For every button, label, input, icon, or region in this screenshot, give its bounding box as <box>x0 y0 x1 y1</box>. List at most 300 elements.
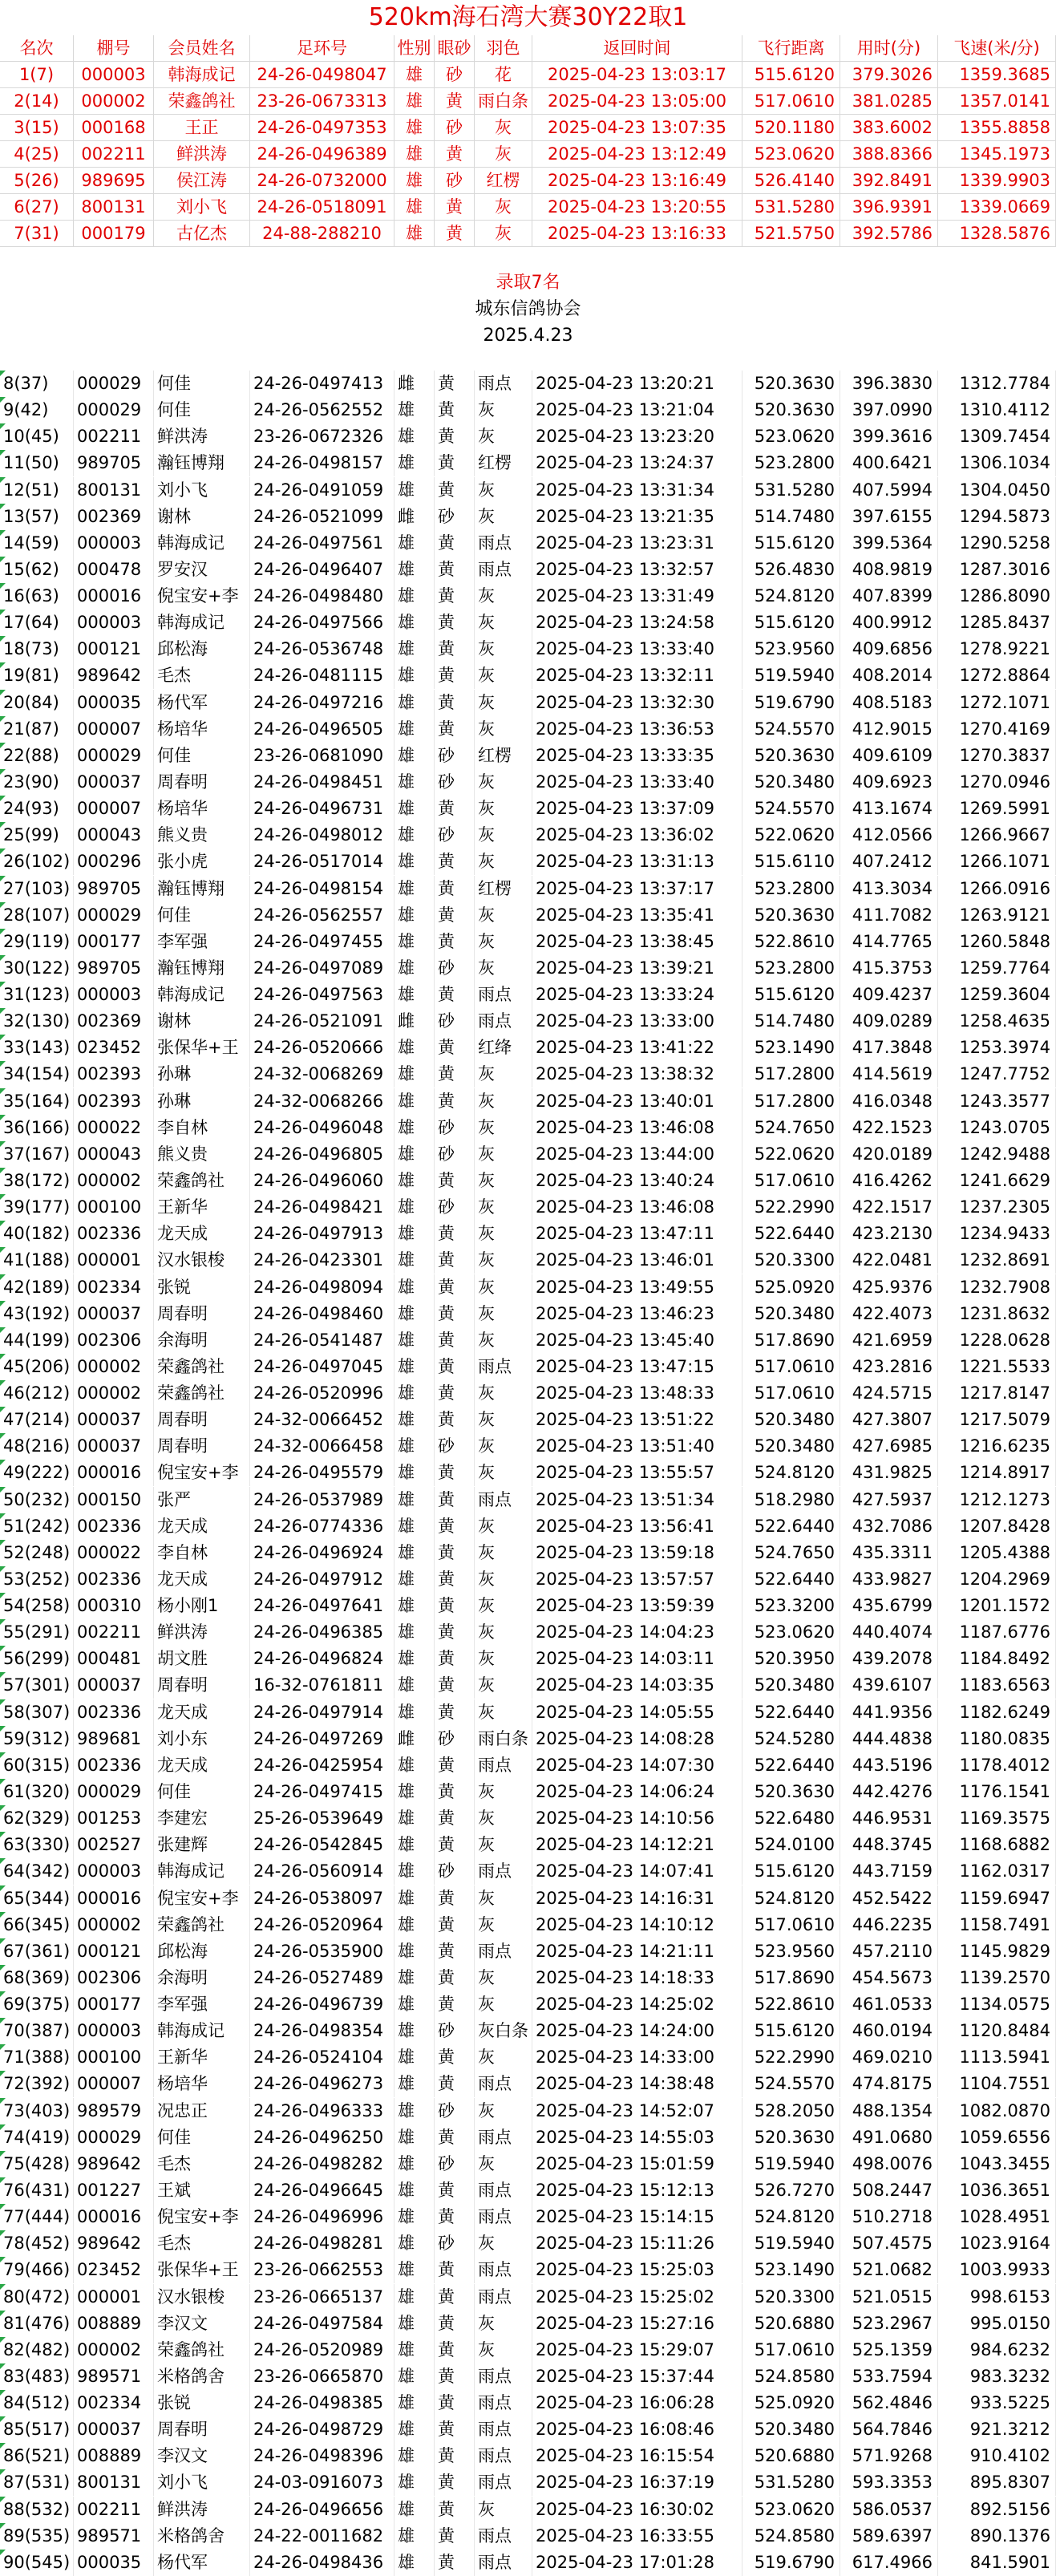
speed-cell: 1187.6776 <box>938 1619 1056 1646</box>
sex-cell: 雄 <box>394 1912 435 1938</box>
minutes-cell: 388.8366 <box>840 141 938 168</box>
feather-color-cell: 雨点 <box>475 2071 532 2097</box>
return-time-cell: 2025-04-23 13:32:11 <box>532 662 742 689</box>
eye-cell: 黄 <box>435 796 475 822</box>
rank-cell: 62(329) <box>0 1805 74 1832</box>
feather-color-cell: 灰 <box>475 2044 532 2071</box>
ring-number-cell: 24-26-0497914 <box>250 1699 394 1726</box>
loft-id-cell: 989705 <box>74 876 154 902</box>
sex-cell: 雄 <box>394 1407 435 1433</box>
feather-color-cell: 红楞 <box>475 743 532 769</box>
distance-cell: 520.3630 <box>742 397 840 423</box>
eye-cell: 黄 <box>435 2044 475 2071</box>
loft-id-cell: 000016 <box>74 2204 154 2230</box>
member-name-cell: 龙天成 <box>154 1699 250 1726</box>
speed-cell: 1231.8632 <box>938 1301 1056 1327</box>
table-row <box>0 1912 1056 1938</box>
return-time-cell: 2025-04-23 13:21:04 <box>532 397 742 423</box>
rank-cell: 87(531) <box>0 2469 74 2496</box>
eye-cell: 黄 <box>435 2071 475 2097</box>
minutes-cell: 439.6107 <box>840 1672 938 1699</box>
ring-number-cell: 24-22-0011682 <box>250 2523 394 2550</box>
eye-cell: 黄 <box>435 1805 475 1832</box>
ring-number-cell: 24-26-0535900 <box>250 1938 394 1965</box>
loft-id-cell: 000003 <box>74 530 154 557</box>
return-time-cell: 2025-04-23 13:23:20 <box>532 423 742 450</box>
rank-cell: 85(517) <box>0 2416 74 2443</box>
cell-corner-marker <box>0 769 6 775</box>
speed-cell: 1028.4951 <box>938 2204 1056 2230</box>
speed-cell: 983.3232 <box>938 2363 1056 2390</box>
ring-number-cell: 24-26-0541487 <box>250 1327 394 1354</box>
sex-cell: 雄 <box>394 1035 435 1061</box>
sex-cell: 雄 <box>394 1991 435 2018</box>
minutes-cell: 399.3616 <box>840 423 938 450</box>
ring-number-cell: 24-26-0496739 <box>250 1991 394 2018</box>
distance-cell: 524.5570 <box>742 2071 840 2097</box>
rank-cell: 50(232) <box>0 1487 74 1513</box>
minutes-cell: 414.5619 <box>840 1061 938 1088</box>
return-time-cell: 2025-04-23 14:07:41 <box>532 1858 742 1885</box>
loft-id-cell: 000296 <box>74 849 154 875</box>
rank-cell: 60(315) <box>0 1752 74 1779</box>
return-time-cell: 2025-04-23 13:44:00 <box>532 1141 742 1168</box>
distance-cell: 515.6120 <box>742 530 840 557</box>
table-row <box>0 716 1056 743</box>
sex-cell: 雄 <box>394 583 435 610</box>
table-row <box>0 504 1056 530</box>
return-time-cell: 2025-04-23 13:31:49 <box>532 583 742 610</box>
race-date: 2025.4.23 <box>483 326 573 346</box>
rank-cell: 26(102) <box>0 849 74 875</box>
return-time-cell: 2025-04-23 13:31:13 <box>532 849 742 875</box>
cell-corner-marker <box>0 929 6 934</box>
cell-corner-marker <box>0 1380 6 1386</box>
member-name-cell: 荣鑫鸽社 <box>154 1354 250 1380</box>
member-name-cell: 荣鑫鸽社 <box>154 1380 250 1407</box>
member-name-cell: 米格鸽舍 <box>154 2363 250 2390</box>
table-row <box>0 929 1056 955</box>
distance-cell: 522.8610 <box>742 1991 840 2018</box>
eye-cell: 黄 <box>435 1061 475 1088</box>
cell-corner-marker <box>0 2071 6 2076</box>
loft-id-cell: 000100 <box>74 2044 154 2071</box>
eye-cell: 黄 <box>435 1380 475 1407</box>
eye-cell: 黄 <box>435 1832 475 1858</box>
feather-color-cell: 灰 <box>475 1540 532 1566</box>
return-time-cell: 2025-04-23 13:05:00 <box>532 88 742 115</box>
speed-cell: 1178.4012 <box>938 1752 1056 1779</box>
sex-cell: 雄 <box>394 1433 435 1460</box>
cell-corner-marker <box>0 583 6 589</box>
distance-cell: 522.6480 <box>742 1805 840 1832</box>
rank-cell: 68(369) <box>0 1965 74 1991</box>
cell-corner-marker <box>0 2177 6 2183</box>
rank-cell: 4(25) <box>0 141 74 168</box>
minutes-cell: 432.7086 <box>840 1513 938 1540</box>
member-name-cell: 李建宏 <box>154 1805 250 1832</box>
speed-cell: 1212.1273 <box>938 1487 1056 1513</box>
table-row <box>0 1301 1056 1327</box>
minutes-cell: 427.6985 <box>840 1433 938 1460</box>
minutes-cell: 586.0537 <box>840 2497 938 2523</box>
speed-cell: 1176.1541 <box>938 1779 1056 1805</box>
loft-id-cell: 001253 <box>74 1805 154 1832</box>
table-row <box>0 2311 1056 2337</box>
feather-color-cell: 灰 <box>475 1805 532 1832</box>
rank-cell: 65(344) <box>0 1885 74 1912</box>
cell-corner-marker <box>0 1885 6 1891</box>
cell-corner-marker <box>0 2098 6 2104</box>
speed-cell: 1285.8437 <box>938 610 1056 636</box>
cell-corner-marker <box>0 1194 6 1200</box>
cell-corner-marker <box>0 1407 6 1412</box>
table-row <box>0 1115 1056 1141</box>
feather-color-cell: 灰 <box>475 1885 532 1912</box>
distance-cell: 519.5940 <box>742 2230 840 2257</box>
speed-cell: 1184.8492 <box>938 1646 1056 1672</box>
ring-number-cell: 24-03-0916073 <box>250 2469 394 2496</box>
ring-number-cell: 24-26-0497584 <box>250 2311 394 2337</box>
eye-cell: 黄 <box>435 1460 475 1486</box>
loft-id-cell: 000179 <box>74 221 154 247</box>
sex-cell: 雄 <box>394 194 435 221</box>
rank-cell: 55(291) <box>0 1619 74 1646</box>
distance-cell: 519.6790 <box>742 2550 840 2576</box>
feather-color-cell: 灰 <box>475 1646 532 1672</box>
minutes-cell: 412.0566 <box>840 822 938 849</box>
cell-corner-marker <box>0 2204 6 2209</box>
ring-number-cell: 24-26-0498354 <box>250 2018 394 2044</box>
distance-cell: 517.0610 <box>742 88 840 115</box>
cell-corner-marker <box>0 2044 6 2050</box>
rank-cell: 41(188) <box>0 1247 74 1274</box>
sex-cell: 雄 <box>394 610 435 636</box>
minutes-cell: 446.9531 <box>840 1805 938 1832</box>
eye-cell: 黄 <box>435 1035 475 1061</box>
eye-cell: 黄 <box>435 1885 475 1912</box>
loft-id-cell: 000002 <box>74 1912 154 1938</box>
eye-cell: 黄 <box>435 1168 475 1194</box>
loft-id-cell: 000029 <box>74 397 154 423</box>
feather-color-cell: 灰 <box>475 1380 532 1407</box>
sex-cell: 雄 <box>394 2071 435 2097</box>
rank-cell: 39(177) <box>0 1194 74 1221</box>
rank-cell: 61(320) <box>0 1779 74 1805</box>
return-time-cell: 2025-04-23 13:24:37 <box>532 450 742 476</box>
eye-cell: 砂 <box>435 504 475 530</box>
feather-color-cell: 雨点 <box>475 371 532 397</box>
return-time-cell: 2025-04-23 13:47:15 <box>532 1354 742 1380</box>
speed-cell: 995.0150 <box>938 2311 1056 2337</box>
rank-cell: 53(252) <box>0 1566 74 1593</box>
minutes-cell: 397.0990 <box>840 397 938 423</box>
member-name-cell: 熊义贵 <box>154 1141 250 1168</box>
loft-id-cell: 000003 <box>74 1858 154 1885</box>
feather-color-cell: 灰 <box>475 902 532 929</box>
sex-cell: 雄 <box>394 2443 435 2469</box>
minutes-cell: 521.0515 <box>840 2284 938 2311</box>
ring-number-cell: 24-26-0498094 <box>250 1274 394 1301</box>
eye-cell: 黄 <box>435 1221 475 1247</box>
feather-color-cell: 灰 <box>475 1779 532 1805</box>
table-row <box>0 1487 1056 1513</box>
minutes-cell: 381.0285 <box>840 88 938 115</box>
sex-cell: 雄 <box>394 1646 435 1672</box>
minutes-cell: 564.7846 <box>840 2416 938 2443</box>
eye-cell: 黄 <box>435 636 475 662</box>
feather-color-cell: 灰 <box>475 1513 532 1540</box>
feather-color-cell: 雨点 <box>475 1008 532 1035</box>
speed-cell: 1243.3577 <box>938 1088 1056 1115</box>
member-name-cell: 况忠正 <box>154 2098 250 2124</box>
return-time-cell: 2025-04-23 13:16:33 <box>532 221 742 247</box>
cell-corner-marker <box>0 2390 6 2396</box>
rank-cell: 77(444) <box>0 2204 74 2230</box>
speed-cell: 1243.0705 <box>938 1115 1056 1141</box>
rank-cell: 8(37) <box>0 371 74 397</box>
return-time-cell: 2025-04-23 13:56:41 <box>532 1513 742 1540</box>
table-row <box>0 2151 1056 2177</box>
sex-cell: 雄 <box>394 2337 435 2363</box>
speed-cell: 1306.1034 <box>938 450 1056 476</box>
minutes-cell: 408.9819 <box>840 557 938 583</box>
ring-number-cell: 25-26-0539649 <box>250 1805 394 1832</box>
return-time-cell: 2025-04-23 14:52:07 <box>532 2098 742 2124</box>
return-time-cell: 2025-04-23 13:37:17 <box>532 876 742 902</box>
distance-cell: 514.7480 <box>742 1008 840 1035</box>
member-name-cell: 杨培华 <box>154 2071 250 2097</box>
loft-id-cell: 002211 <box>74 2497 154 2523</box>
feather-color-cell: 灰 <box>475 1672 532 1699</box>
loft-id-cell: 800131 <box>74 477 154 504</box>
member-name-cell: 韩海成记 <box>154 530 250 557</box>
table-row <box>0 1672 1056 1699</box>
ring-number-cell: 24-26-0498396 <box>250 2443 394 2469</box>
distance-cell: 520.3480 <box>742 2416 840 2443</box>
sex-cell: 雄 <box>394 2550 435 2576</box>
feather-color-cell: 灰 <box>475 1460 532 1486</box>
eye-cell: 黄 <box>435 1247 475 1274</box>
loft-id-cell: 000037 <box>74 1301 154 1327</box>
feather-color-cell: 灰 <box>475 662 532 689</box>
member-name-cell: 倪宝安+李 <box>154 1460 250 1486</box>
feather-color-cell: 红楞 <box>475 876 532 902</box>
sex-cell: 雄 <box>394 876 435 902</box>
table-row <box>0 1566 1056 1593</box>
speed-cell: 1204.2969 <box>938 1566 1056 1593</box>
return-time-cell: 2025-04-23 15:29:07 <box>532 2337 742 2363</box>
eye-cell: 黄 <box>435 2257 475 2283</box>
sex-cell: 雄 <box>394 1938 435 1965</box>
member-name-cell: 倪宝安+李 <box>154 1885 250 1912</box>
eye-cell: 砂 <box>435 1726 475 1752</box>
rank-cell: 14(59) <box>0 530 74 557</box>
sex-cell: 雄 <box>394 1141 435 1168</box>
sex-cell: 雄 <box>394 2098 435 2124</box>
member-name-cell: 李自林 <box>154 1115 250 1141</box>
cell-corner-marker <box>0 1274 6 1280</box>
eye-cell: 黄 <box>435 2337 475 2363</box>
cell-corner-marker <box>0 504 6 509</box>
minutes-cell: 409.4237 <box>840 982 938 1008</box>
member-name-cell: 鲜洪涛 <box>154 1619 250 1646</box>
ring-number-cell: 24-26-0518091 <box>250 194 394 221</box>
ring-number-cell: 24-26-0496060 <box>250 1168 394 1194</box>
return-time-cell: 2025-04-23 13:07:35 <box>532 115 742 141</box>
eye-cell: 黄 <box>435 1274 475 1301</box>
member-name-cell: 何佳 <box>154 902 250 929</box>
minutes-cell: 448.3745 <box>840 1832 938 1858</box>
feather-color-cell: 雨点 <box>475 1752 532 1779</box>
ring-number-cell: 24-26-0491059 <box>250 477 394 504</box>
return-time-cell: 2025-04-23 13:38:32 <box>532 1061 742 1088</box>
table-row <box>0 1513 1056 1540</box>
member-name-cell: 韩海成记 <box>154 610 250 636</box>
sex-cell: 雄 <box>394 450 435 476</box>
ring-number-cell: 24-26-0498157 <box>250 450 394 476</box>
eye-cell: 砂 <box>435 1008 475 1035</box>
rank-cell: 59(312) <box>0 1726 74 1752</box>
member-name-cell: 李军强 <box>154 929 250 955</box>
rank-cell: 45(206) <box>0 1354 74 1380</box>
member-name-cell: 何佳 <box>154 371 250 397</box>
feather-color-cell: 雨点 <box>475 2257 532 2283</box>
return-time-cell: 2025-04-23 16:15:54 <box>532 2443 742 2469</box>
rank-cell: 90(545) <box>0 2550 74 2576</box>
loft-id-cell: 000016 <box>74 1885 154 1912</box>
table-row <box>0 2257 1056 2283</box>
member-name-cell: 鲜洪涛 <box>154 423 250 450</box>
distance-cell: 519.6790 <box>742 690 840 716</box>
speed-cell: 1290.5258 <box>938 530 1056 557</box>
ring-number-cell: 24-26-0497269 <box>250 1726 394 1752</box>
distance-cell: 521.5750 <box>742 221 840 247</box>
ring-number-cell: 24-26-0520666 <box>250 1035 394 1061</box>
eye-cell: 黄 <box>435 1938 475 1965</box>
distance-cell: 523.2800 <box>742 876 840 902</box>
eye-cell: 砂 <box>435 1433 475 1460</box>
member-name-cell: 周春明 <box>154 769 250 796</box>
return-time-header: 返回时间 <box>532 35 742 62</box>
sex-cell: 雌 <box>394 504 435 530</box>
member-name-cell: 刘小飞 <box>154 2469 250 2496</box>
feather-color-cell: 灰 <box>475 1115 532 1141</box>
cell-corner-marker <box>0 2257 6 2262</box>
cell-corner-marker <box>0 1540 6 1545</box>
rank-cell: 24(93) <box>0 796 74 822</box>
minutes-cell: 443.5196 <box>840 1752 938 1779</box>
member-name-cell: 毛杰 <box>154 2151 250 2177</box>
table-row <box>0 2124 1056 2151</box>
table-row <box>0 371 1056 397</box>
eye-cell: 黄 <box>435 1752 475 1779</box>
distance-cell: 517.0610 <box>742 1354 840 1380</box>
member-name-cell: 何佳 <box>154 1779 250 1805</box>
return-time-cell: 2025-04-23 15:14:15 <box>532 2204 742 2230</box>
minutes-cell: 441.9356 <box>840 1699 938 1726</box>
minutes-cell: 427.5937 <box>840 1487 938 1513</box>
sex-cell: 雄 <box>394 1354 435 1380</box>
loft-id-cell: 000016 <box>74 1460 154 1486</box>
loft-id-cell: 000007 <box>74 2071 154 2097</box>
cell-corner-marker <box>0 849 6 854</box>
minutes-cell: 510.2718 <box>840 2204 938 2230</box>
loft-id-cell: 000003 <box>74 610 154 636</box>
distance-cell: 520.3630 <box>742 371 840 397</box>
cell-corner-marker <box>0 1832 6 1837</box>
rank-cell: 13(57) <box>0 504 74 530</box>
loft-id-cell: 002336 <box>74 1699 154 1726</box>
member-name-cell: 倪宝安+李 <box>154 583 250 610</box>
table-row <box>0 849 1056 875</box>
distance-cell: 523.1490 <box>742 1035 840 1061</box>
feather-color-cell: 灰 <box>475 194 532 221</box>
return-time-cell: 2025-04-23 13:03:17 <box>532 62 742 88</box>
minutes-cell: 424.5715 <box>840 1380 938 1407</box>
member-name-cell: 刘小飞 <box>154 194 250 221</box>
ring-number-cell: 24-26-0527489 <box>250 1965 394 1991</box>
speed-cell: 1270.4169 <box>938 716 1056 743</box>
minutes-cell: 431.9825 <box>840 1460 938 1486</box>
table-row <box>0 1380 1056 1407</box>
return-time-cell: 2025-04-23 13:46:01 <box>532 1247 742 1274</box>
distance-cell: 526.4140 <box>742 168 840 194</box>
table-row <box>0 1274 1056 1301</box>
cell-corner-marker <box>0 2443 6 2448</box>
distance-cell: 522.2990 <box>742 1194 840 1221</box>
return-time-cell: 2025-04-23 13:49:55 <box>532 1274 742 1301</box>
ring-number-cell: 24-32-0068266 <box>250 1088 394 1115</box>
minutes-cell: 498.0076 <box>840 2151 938 2177</box>
minutes-cell: 413.1674 <box>840 796 938 822</box>
loft-id-cell: 000037 <box>74 1672 154 1699</box>
member-name-cell: 张保华+王 <box>154 2257 250 2283</box>
loft-id-cell: 800131 <box>74 2469 154 2496</box>
return-time-cell: 2025-04-23 13:36:53 <box>532 716 742 743</box>
minutes-cell: 443.7159 <box>840 1858 938 1885</box>
speed-cell: 1104.7551 <box>938 2071 1056 2097</box>
distance-cell: 525.0920 <box>742 1274 840 1301</box>
minutes-cell: 425.9376 <box>840 1274 938 1301</box>
distance-cell: 525.0920 <box>742 2390 840 2416</box>
loft-id-cell: 002527 <box>74 1832 154 1858</box>
sex-cell: 雄 <box>394 1752 435 1779</box>
ring-number-cell: 24-26-0498385 <box>250 2390 394 2416</box>
ring-number-cell: 24-26-0496273 <box>250 2071 394 2097</box>
member-name-cell: 毛杰 <box>154 2230 250 2257</box>
selected-count-note: 录取7名 <box>496 273 560 293</box>
member-name-cell: 杨培华 <box>154 796 250 822</box>
cell-corner-marker <box>0 610 6 615</box>
feather-color-cell: 灰 <box>475 1912 532 1938</box>
cell-corner-marker <box>0 2230 6 2236</box>
table-row <box>0 610 1056 636</box>
loft-id-cell: 000029 <box>74 743 154 769</box>
loft-id-cell: 000043 <box>74 822 154 849</box>
speed-cell: 1162.0317 <box>938 1858 1056 1885</box>
cell-corner-marker <box>0 371 6 376</box>
table-row <box>0 2098 1056 2124</box>
ring-number-cell: 24-26-0537989 <box>250 1487 394 1513</box>
rank-cell: 82(482) <box>0 2337 74 2363</box>
eye-cell: 黄 <box>435 371 475 397</box>
distance-cell: 517.8690 <box>742 1327 840 1354</box>
loft-id-cell: 002336 <box>74 1513 154 1540</box>
feather-color-cell: 灰 <box>475 1593 532 1619</box>
minutes-cell: 433.9827 <box>840 1566 938 1593</box>
loft-id-cell: 000043 <box>74 1141 154 1168</box>
